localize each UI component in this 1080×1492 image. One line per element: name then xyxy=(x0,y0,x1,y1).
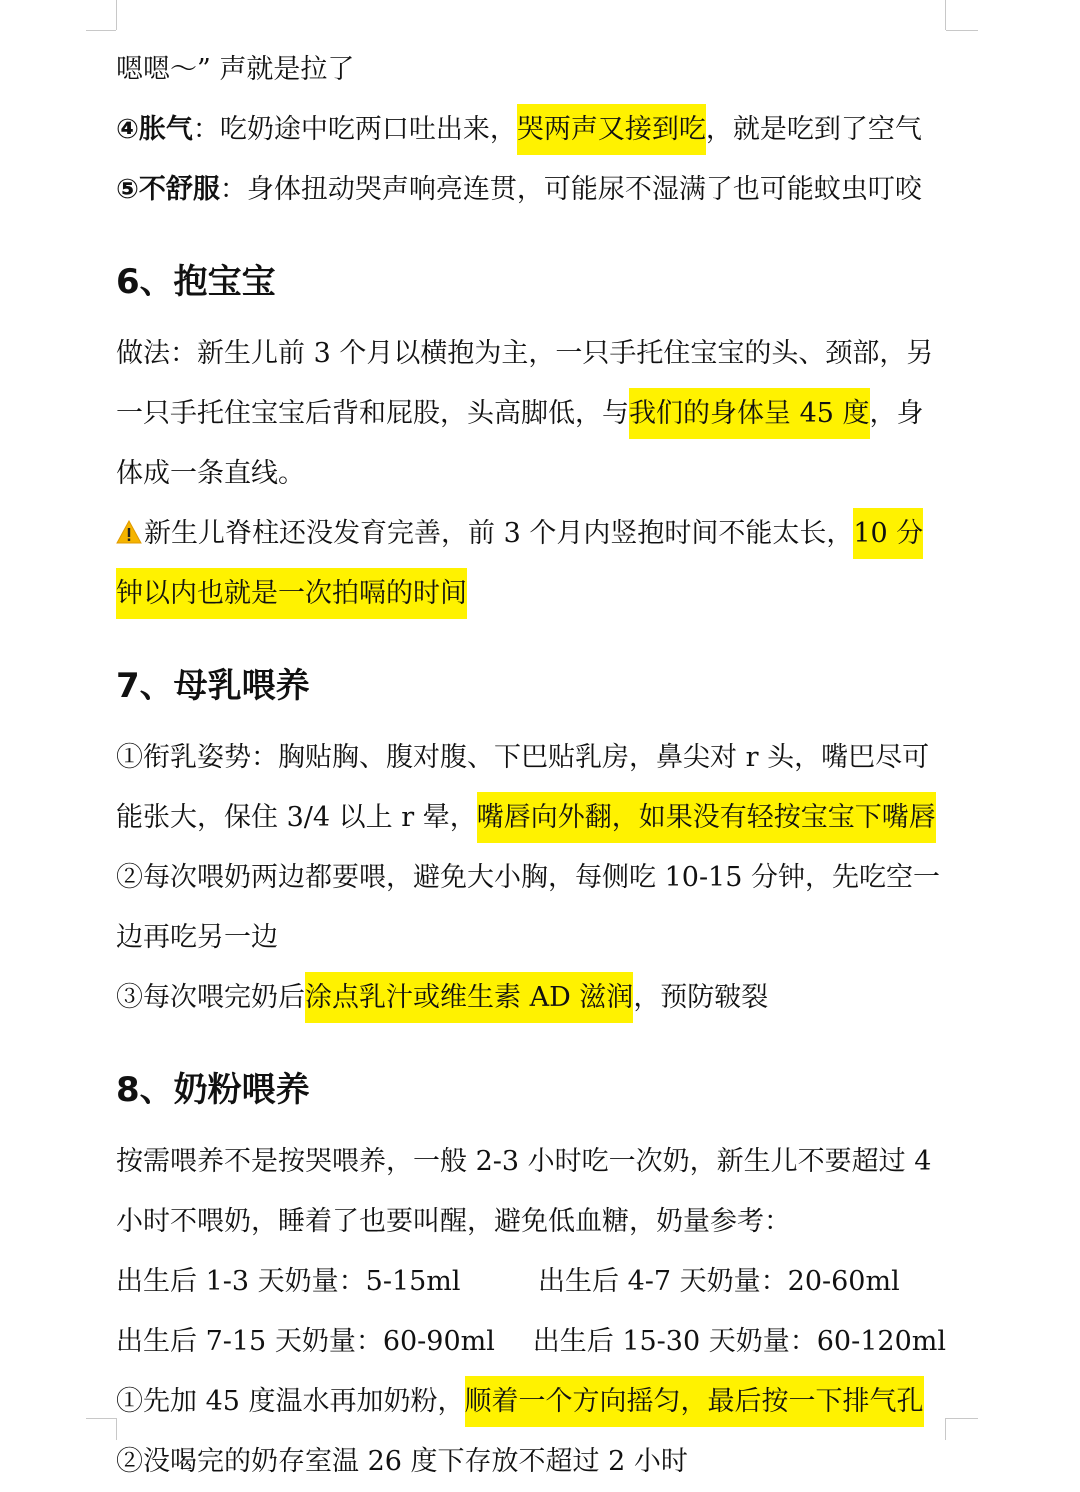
highlighted-text: 我们的身体呈 45 度 xyxy=(629,388,870,439)
list-item-line: 边再吃另一边 xyxy=(116,922,278,953)
text: 能张大，保住 3/4 以上 r 晕， xyxy=(116,802,477,833)
item-label: ④胀气 xyxy=(116,114,193,145)
paragraph-continuation: 嗯嗯～” 声就是拉了 xyxy=(116,54,355,85)
paragraph-line xyxy=(116,384,946,444)
amount-item: 出生后 15-30 天奶量：60-120ml xyxy=(532,1326,946,1357)
amount-item: 出生后 4-7 天奶量：20-60ml xyxy=(538,1266,900,1297)
highlighted-text: 钟以内也就是一次拍嗝的时间 xyxy=(116,568,467,619)
text: ，预防皲裂 xyxy=(633,982,769,1013)
amount-item: 出生后 1-3 天奶量：5-15ml xyxy=(116,1266,461,1297)
crop-mark-top-right-v xyxy=(945,0,946,30)
text: ③每次喂完奶后 xyxy=(116,982,305,1013)
crop-mark-bottom-left-h xyxy=(86,1418,116,1419)
colon: ： xyxy=(192,114,220,145)
crop-mark-top-right-h xyxy=(946,30,978,31)
amount-row xyxy=(116,1312,946,1372)
list-item-line: ①衔乳姿势：胸贴胸、腹对腹、下巴贴乳房，鼻尖对 r 头，嘴巴尽可 xyxy=(116,742,930,773)
list-item-line xyxy=(116,1372,946,1432)
list-item-line: ②每次喂奶两边都要喂，避免大小胸，每侧吃 10-15 分钟，先吃空一 xyxy=(116,862,940,893)
paragraph-line: 小时不喂奶，睡着了也要叫醒，避免低血糖，奶量参考： xyxy=(116,1206,791,1237)
highlighted-text: 嘴唇向外翻，如果没有轻按宝宝下嘴唇 xyxy=(477,792,936,843)
paragraph-line: 做法：新生儿前 3 个月以横抱为主，一只手托住宝宝的头、颈部，另 xyxy=(116,338,934,369)
text: 一只手托住宝宝后背和屁股，头高脚低，与 xyxy=(116,398,629,429)
paragraph-line: 按需喂养不是按哭喂养，一般 2-3 小时吃一次奶，新生儿不要超过 4 xyxy=(116,1146,932,1177)
paragraph-line: 体成一条直线。 xyxy=(116,458,305,489)
crop-mark-bottom-right-h xyxy=(946,1418,978,1419)
text: ①先加 45 度温水再加奶粉， xyxy=(116,1386,465,1417)
text: 新生儿脊柱还没发育完善，前 3 个月内竖抱时间不能太长， xyxy=(144,518,854,549)
section-heading-formula: 8、奶粉喂养 xyxy=(116,1070,310,1110)
warning-icon xyxy=(116,520,142,544)
text: 身体扭动哭声响亮连贯，可能尿不湿满了也可能蚊虫叮咬 xyxy=(246,174,922,205)
crop-mark-top-left-h xyxy=(86,30,116,31)
highlighted-text: 哭两声又接到吃 xyxy=(517,104,706,155)
text: ，身 xyxy=(869,398,924,429)
list-item-line xyxy=(116,788,946,848)
amount-item: 出生后 7-15 天奶量：60-90ml xyxy=(116,1326,495,1357)
document-page xyxy=(116,40,946,1492)
amount-row xyxy=(116,1252,946,1312)
crop-mark-top-left-v xyxy=(116,0,117,30)
warning-line xyxy=(116,504,946,564)
item-discomfort xyxy=(116,160,946,220)
highlighted-text: 涂点乳汁或维生素 AD 滋润 xyxy=(305,972,633,1023)
section-heading-breastfeeding: 7、母乳喂养 xyxy=(116,666,310,706)
text: 吃奶途中吃两口吐出来， xyxy=(219,114,517,145)
text: ，就是吃到了空气 xyxy=(705,114,922,145)
highlighted-text: 10 分 xyxy=(853,508,923,559)
colon: ： xyxy=(219,174,247,205)
warning-line-cont xyxy=(116,564,946,624)
highlighted-text: 顺着一个方向摇匀，最后按一下排气孔 xyxy=(465,1376,924,1427)
item-label: ⑤不舒服 xyxy=(116,174,220,205)
item-bloating xyxy=(116,100,946,160)
list-item-line xyxy=(116,968,946,1028)
list-item-line: ②没喝完的奶存室温 26 度下存放不超过 2 小时 xyxy=(116,1446,688,1477)
section-heading-holding: 6、抱宝宝 xyxy=(116,262,276,302)
